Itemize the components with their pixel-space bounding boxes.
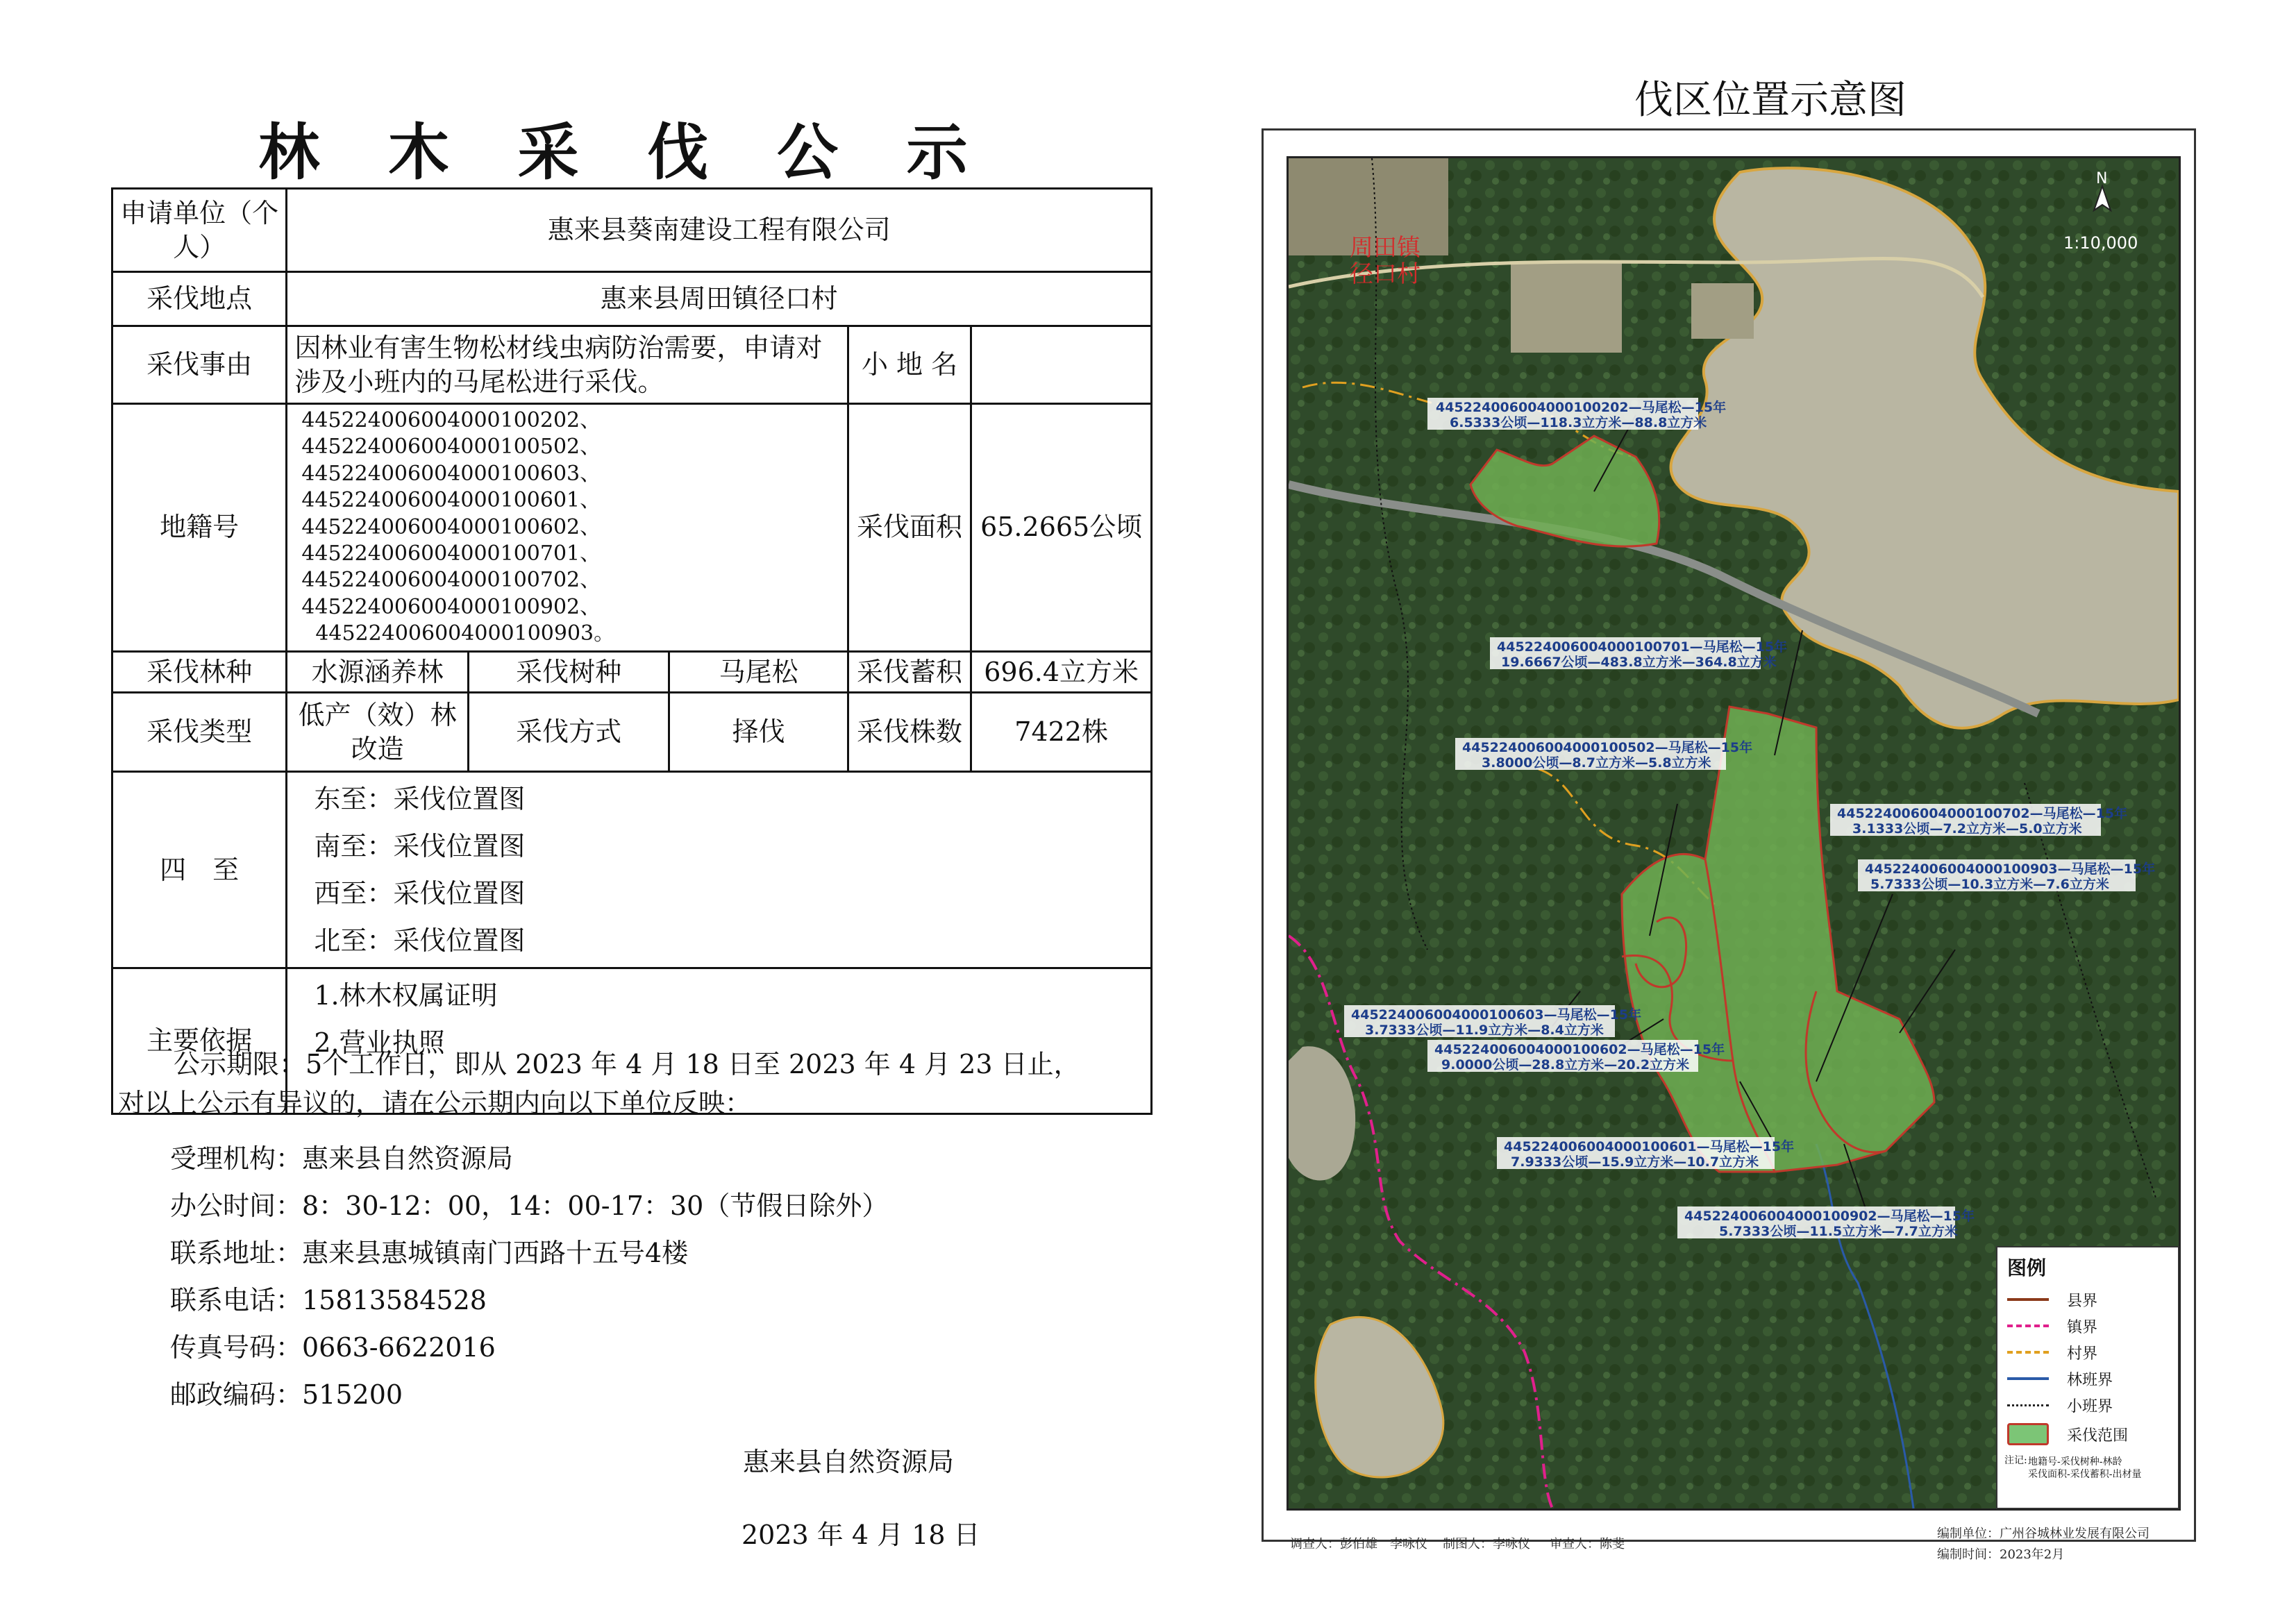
parcel-list <box>287 404 848 652</box>
contact-info <box>170 1135 888 1418</box>
village-line-icon <box>2007 1351 2049 1354</box>
svg-text:445224006004000100601—马尾松—15年: 445224006004000100601—马尾松—15年 <box>1504 1139 1795 1154</box>
parcel-label-100601 <box>1497 1137 1794 1170</box>
svg-text:5.7333公顷—10.3立方米—7.6立方米: 5.7333公顷—10.3立方米—7.6立方米 <box>1870 877 2109 892</box>
method-label: 采伐方式 <box>468 693 669 772</box>
scale-label: 1:10,000 <box>2063 233 2138 253</box>
svg-text:445224006004000100701—马尾松—15年: 445224006004000100701—马尾松—15年 <box>1497 639 1788 655</box>
svg-text:445224006004000100602—马尾松—15年: 445224006004000100602—马尾松—15年 <box>1434 1042 1725 1057</box>
bound-west: 西至：采伐位置图 <box>314 878 526 909</box>
village <box>1511 262 1622 353</box>
parcel-label-100202 <box>1427 398 1726 430</box>
volume-label: 采伐蓄积 <box>848 651 971 693</box>
parcel-line: 445224006004000100202、445224006004000100502、 <box>301 408 601 460</box>
parcel-line: 445224006004000100702、445224006004000100902、 <box>301 568 601 619</box>
volume-value: 696.4立方米 <box>971 651 1152 693</box>
map-legend <box>1996 1246 2179 1509</box>
bounds-list <box>287 772 1152 968</box>
species-value: 马尾松 <box>669 651 848 693</box>
area-value: 65.2665公顷 <box>971 404 1152 652</box>
contact-phone: 联系电话：15813584528 <box>170 1285 487 1315</box>
notice-period-line2: 对以上公示有异议的，请在公示期内向以下单位反映： <box>118 1088 752 1118</box>
town-label: 周田镇 <box>1350 234 1421 262</box>
parcel-label-100602 <box>1427 1040 1725 1073</box>
bounds-label: 四 至 <box>112 772 287 968</box>
town-line-icon <box>2007 1325 2049 1327</box>
legend-item-compartment: 林班界 <box>1997 1365 2178 1392</box>
bound-north: 北至：采伐位置图 <box>314 925 526 957</box>
parcel-label-100603 <box>1344 1005 1641 1038</box>
svg-text:445224006004000100202—马尾松—15年: 445224006004000100202—马尾松—15年 <box>1436 400 1727 415</box>
svg-text:5.7333公顷—11.5立方米—7.7立方米: 5.7333公顷—11.5立方米—7.7立方米 <box>1719 1224 1958 1239</box>
harvest-area-icon <box>2007 1423 2049 1445</box>
legend-item-county: 县界 <box>1997 1286 2178 1313</box>
notice-period-line1: 公示期限：5个工作日，即从 2023 年 4 月 18 日至 2023 年 4 月 23 日止， <box>174 1049 1080 1079</box>
table-row <box>112 326 1152 404</box>
legend-title: 图例 <box>2007 1256 2047 1279</box>
svg-text:445224006004000100702—马尾松—15年: 445224006004000100702—马尾松—15年 <box>1837 806 2128 821</box>
parcel-label-100902 <box>1677 1206 1975 1239</box>
bound-south: 南至：采伐位置图 <box>314 831 526 862</box>
contact-agency: 受理机构：惠来县自然资源局 <box>170 1143 514 1174</box>
basis-item: 1.林木权属证明 <box>314 980 498 1011</box>
parcel-line: 445224006004000100602、445224006004000100701、 <box>301 514 601 566</box>
north-label: N <box>2096 170 2108 187</box>
bound-east: 东至：采伐位置图 <box>314 784 526 815</box>
applicant-value: 惠来县葵南建设工程有限公司 <box>287 189 1152 272</box>
county-line-icon <box>2007 1298 2049 1301</box>
contact-postcode: 邮政编码：515200 <box>170 1379 403 1410</box>
parcel-label-100903 <box>1858 859 2155 892</box>
basis-label: 主要依据 <box>112 968 287 1114</box>
harvest-type-value: 低产（效）林改造 <box>287 693 469 772</box>
applicant-label: 申请单位（个人） <box>112 189 287 272</box>
location-label: 采伐地点 <box>112 272 287 326</box>
area-label: 采伐面积 <box>848 404 971 652</box>
svg-text:6.5333公顷—118.3立方米—88.8立方米: 6.5333公顷—118.3立方米—88.8立方米 <box>1450 415 1707 430</box>
svg-text:7.9333公顷—15.9立方米—10.7立方米: 7.9333公顷—15.9立方米—10.7立方米 <box>1511 1154 1759 1170</box>
count-label: 采伐株数 <box>848 693 971 772</box>
svg-text:19.6667公顷—483.8立方米—364.8立方米: 19.6667公顷—483.8立方米—364.8立方米 <box>1501 655 1777 670</box>
compartment-line-icon <box>2007 1377 2049 1380</box>
svg-text:3.1333公顷—7.2立方米—5.0立方米: 3.1333公顷—7.2立方米—5.0立方米 <box>1852 821 2082 836</box>
contact-fax: 传真号码：0663-6622016 <box>170 1332 496 1363</box>
svg-text:445224006004000100902—马尾松—15年: 445224006004000100902—马尾松—15年 <box>1684 1209 1975 1224</box>
contact-address: 联系地址：惠来县惠城镇南门西路十五号4楼 <box>170 1238 689 1268</box>
forest-type-label: 采伐林种 <box>112 651 287 693</box>
subcompartment-line-icon <box>2007 1404 2049 1406</box>
legend-item-harvest: 采伐范围 <box>1997 1418 2178 1450</box>
legend-item-village: 村界 <box>1997 1339 2178 1365</box>
footer-org: 编制单位：广州谷城林业发展有限公司 <box>1937 1527 2150 1541</box>
place-name-label: 小 地 名 <box>848 326 971 404</box>
village <box>1691 283 1754 339</box>
signature-date: 2023 年 4 月 18 日 <box>741 1520 980 1550</box>
parcel-label: 地籍号 <box>112 404 287 652</box>
parcel-label-100502 <box>1455 738 1752 771</box>
count-value: 7422株 <box>971 693 1152 772</box>
harvest-info-table <box>111 187 1153 1115</box>
parcel-line: 445224006004000100903。 <box>315 621 615 646</box>
footer-time: 编制时间：2023年2月 <box>1937 1547 2065 1562</box>
table-row <box>112 651 1152 693</box>
map-title: 伐区位置示意图 <box>1634 78 1907 123</box>
footer-reviewer: 审查人：陈斐 <box>1550 1537 1625 1551</box>
svg-text:445224006004000100603—马尾松—15年: 445224006004000100603—马尾松—15年 <box>1351 1007 1642 1023</box>
contact-hours: 办公时间：8：30-12：00，14：00-17：30（节假日除外） <box>170 1191 889 1221</box>
footer-mapper: 制图人：李咏仪 <box>1443 1537 1530 1551</box>
legend-item-town: 镇界 <box>1997 1313 2178 1339</box>
legend-note: 注记: 地籍号-采伐树种-林龄 采伐面积-采伐蓄积-出材量 <box>2004 1455 2142 1480</box>
table-row <box>112 772 1152 968</box>
svg-text:3.7333公顷—11.9立方米—8.4立方米: 3.7333公顷—11.9立方米—8.4立方米 <box>1365 1023 1604 1038</box>
species-label: 采伐树种 <box>468 651 669 693</box>
notice-period <box>118 1045 1153 1122</box>
footer-surveyor: 调查人：彭伯雄 李咏仪 <box>1290 1537 1427 1551</box>
table-row <box>112 272 1152 326</box>
table-row <box>112 693 1152 772</box>
svg-text:9.0000公顷—28.8立方米—20.2立方米: 9.0000公顷—28.8立方米—20.2立方米 <box>1441 1057 1690 1073</box>
reason-value: 因林业有害生物松材线虫病防治需要，申请对涉及小班内的马尾松进行采伐。 <box>287 326 848 404</box>
village-label: 径口村 <box>1350 260 1421 288</box>
harvest-type-label: 采伐类型 <box>112 693 287 772</box>
place-name-value <box>971 326 1152 404</box>
svg-text:3.8000公顷—8.7立方米—5.8立方米: 3.8000公顷—8.7立方米—5.8立方米 <box>1482 755 1711 771</box>
signature: 惠来县自然资源局 <box>743 1447 955 1477</box>
parcel-label-100701 <box>1490 637 1787 670</box>
forest-type-value: 水源涵养林 <box>287 651 469 693</box>
svg-text:445224006004000100903—马尾松—15年: 445224006004000100903—马尾松—15年 <box>1865 861 2156 877</box>
table-row <box>112 189 1152 272</box>
parcel-label-100702 <box>1830 804 2127 836</box>
location-value: 惠来县周田镇径口村 <box>287 272 1152 326</box>
svg-text:445224006004000100502—马尾松—15年: 445224006004000100502—马尾松—15年 <box>1462 740 1753 755</box>
parcel-line: 445224006004000100603、445224006004000100601、 <box>301 461 601 513</box>
legend-item-subcompartment: 小班界 <box>1997 1392 2178 1418</box>
method-value: 择伐 <box>669 693 848 772</box>
table-row <box>112 404 1152 652</box>
page-title: 林 木 采 伐 公 示 <box>258 116 991 188</box>
basis-item: 2.营业执照 <box>314 1027 445 1059</box>
reason-label: 采伐事由 <box>112 326 287 404</box>
